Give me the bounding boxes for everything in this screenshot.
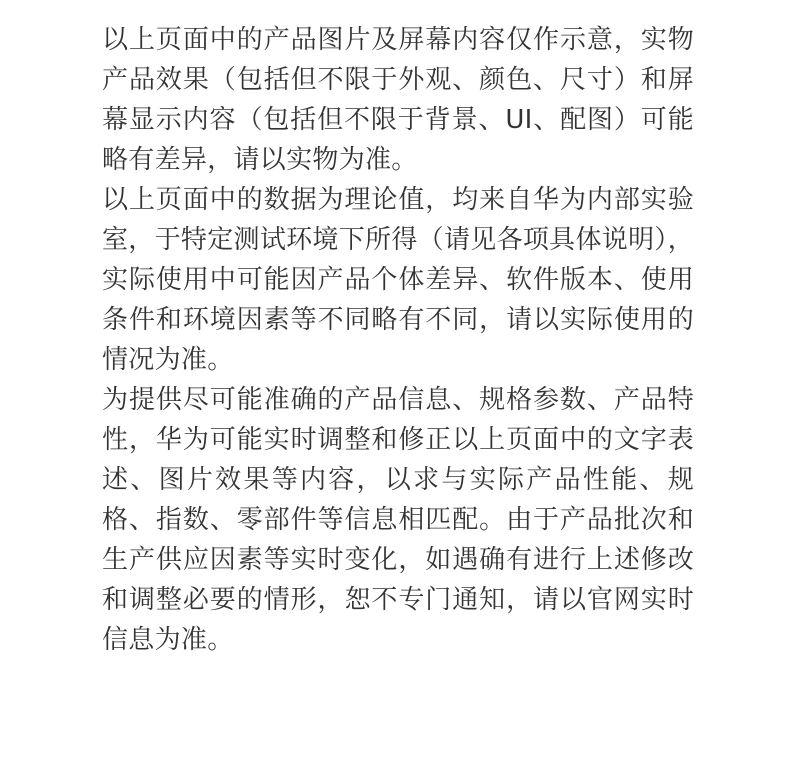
disclaimer-text-block	[102, 20, 694, 660]
disclaimer-paragraph-image-notice: 以上页面中的产品图片及屏幕内容仅作示意，实物产品效果（包括但不限于外观、颜色、尺寸）和屏幕显示内容（包括但不限于背景、UI、配图）可能略有差异，请以实物为准。	[102, 25, 694, 175]
disclaimer-paragraph-data-notice: 以上页面中的数据为理论值，均来自华为内部实验室，于特定测试环境下所得（请见各项具体说明），实际使用中可能因产品个体差异、软件版本、使用条件和环境因素等不同略有不同，请以实际使用的情况为准。	[102, 185, 694, 375]
disclaimer-paragraph-update-notice: 为提供尽可能准确的产品信息、规格参数、产品特性，华为可能实时调整和修正以上页面中的文字表述、图片效果等内容，以求与实际产品性能、规格、指数、零部件等信息相匹配。由于产品批次和生产供应因素等实时变化，如遇确有进行上述修改和调整必要的情形，恕不专门通知，请以官网实时信息为准。	[102, 385, 694, 655]
